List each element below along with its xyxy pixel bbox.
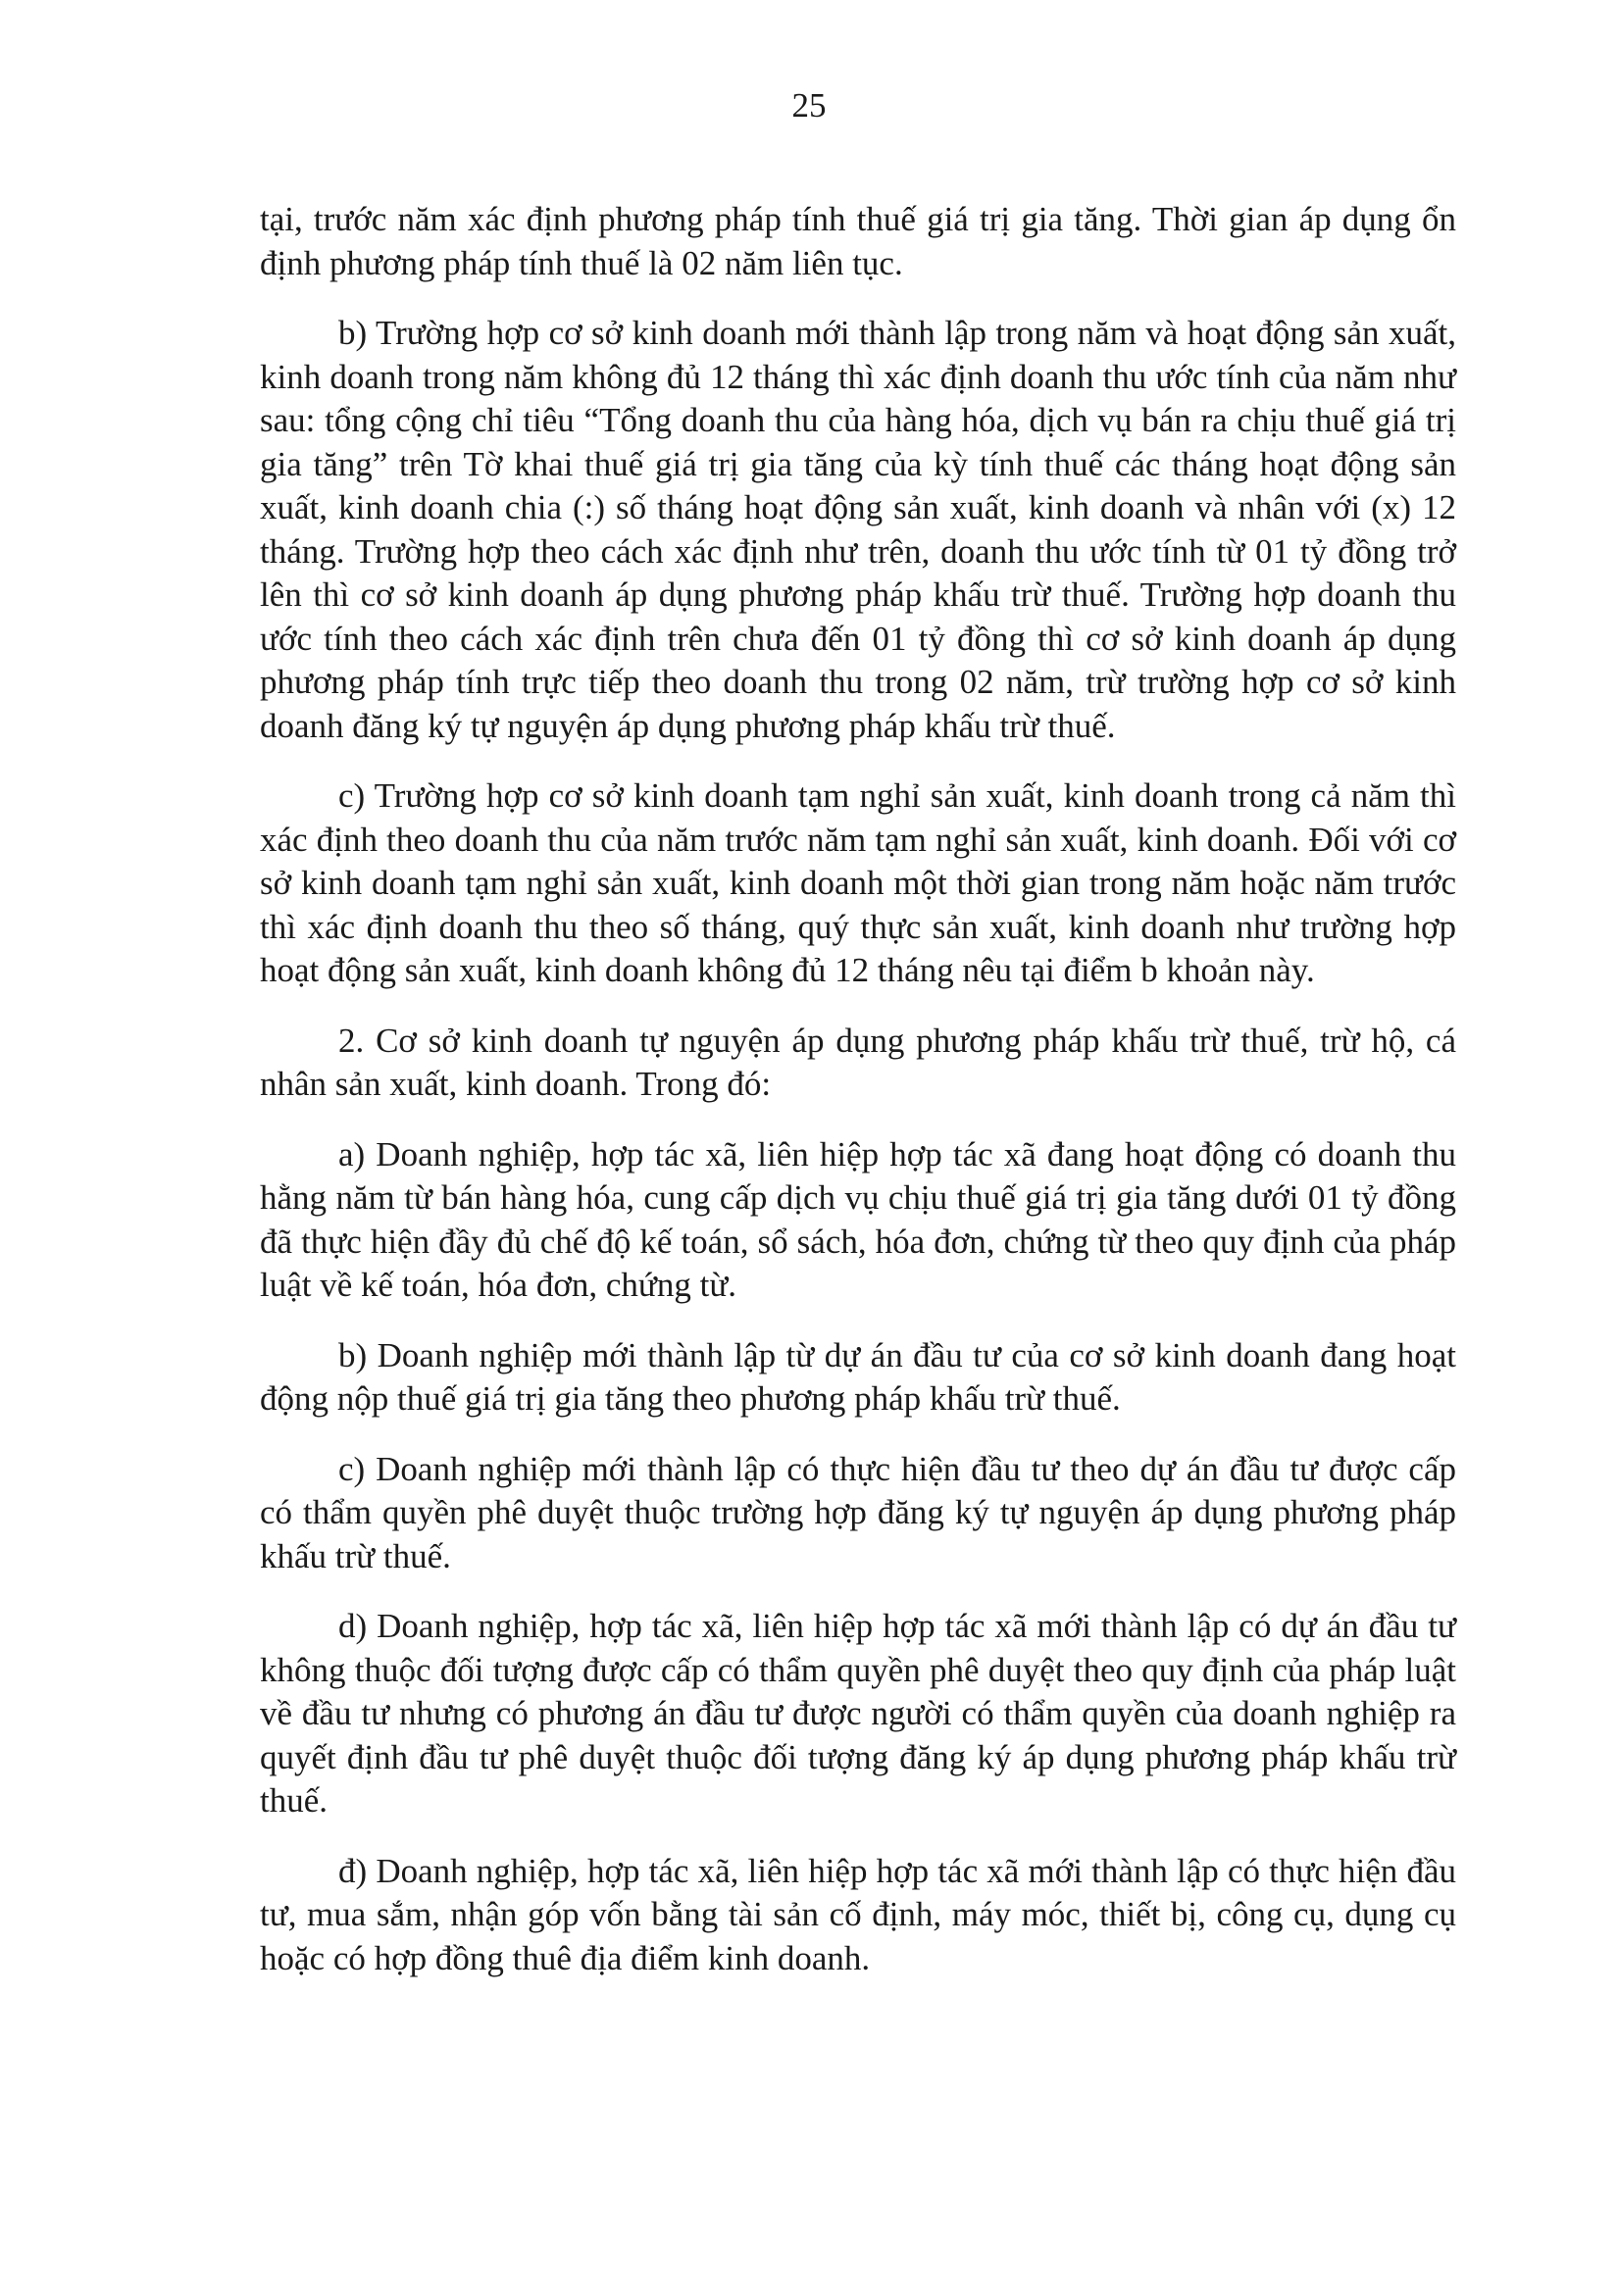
paragraph-clause-2dd: đ) Doanh nghiệp, hợp tác xã, liên hiệp hợp tác xã mới thành lập có thực hiện đầu tư, mua sắm, nhận góp vốn bằng tài sản cố định, máy móc, thiết bị, công cụ, dụng cụ hoặc có hợp đồng thuê địa điểm kinh doanh. [260, 1851, 1456, 1977]
paragraph-clause-2a: a) Doanh nghiệp, hợp tác xã, liên hiệp hợp tác xã đang hoạt động có doanh thu hằng năm từ bán hàng hóa, cung cấp dịch vụ chịu thuế giá trị gia tăng dưới 01 tỷ đồng đã thực hiện đầy đủ chế độ kế toán, sổ sách, hóa đơn, chứng từ theo quy định của pháp luật về kế toán, hóa đơn, chứng từ. [260, 1134, 1456, 1304]
paragraph-clause-1b: b) Trường hợp cơ sở kinh doanh mới thành lập trong năm và hoạt động sản xuất, kinh doanh trong năm không đủ 12 tháng thì xác định doanh thu ước tính của năm như sau: tổng cộng chỉ tiêu “Tổng doanh thu của hàng hóa, dịch vụ bán ra chịu thuế giá trị gia tăng” trên Tờ khai thuế giá trị gia tăng của kỳ tính thuế các tháng hoạt động sản xuất, kinh doanh chia (:) số tháng hoạt động sản xuất, kinh doanh và nhân với (x) 12 tháng. Trường hợp theo cách xác định như trên, doanh thu ước tính từ 01 tỷ đồng trở lên thì cơ sở kinh doanh áp dụng phương pháp khấu trừ thuế. Trường hợp doanh thu ước tính theo cách xác định trên chưa đến 01 tỷ đồng thì cơ sở kinh doanh áp dụng phương pháp tính trực tiếp theo doanh thu trong 02 năm, trừ trường hợp cơ sở kinh doanh đăng ký tự nguyện áp dụng phương pháp khấu trừ thuế. [260, 314, 1456, 745]
paragraph-clause-2: 2. Cơ sở kinh doanh tự nguyện áp dụng phương pháp khấu trừ thuế, trừ hộ, cá nhân sản xuất, kinh doanh. Trong đó: [260, 1021, 1456, 1103]
paragraph-clause-2d: d) Doanh nghiệp, hợp tác xã, liên hiệp hợp tác xã mới thành lập có dự án đầu tư không thuộc đối tượng được cấp có thẩm quyền phê duyệt theo quy định của pháp luật về đầu tư nhưng có phương án đầu tư được người có thẩm quyền của doanh nghiệp ra quyết định đầu tư phê duyệt thuộc đối tượng đăng ký áp dụng phương pháp khấu trừ thuế. [260, 1607, 1456, 1820]
page-number: 25 [791, 86, 827, 125]
paragraph-clause-1c: c) Trường hợp cơ sở kinh doanh tạm nghỉ sản xuất, kinh doanh trong cả năm thì xác định theo doanh thu của năm trước năm tạm nghỉ sản xuất, kinh doanh. Đối với cơ sở kinh doanh tạm nghỉ sản xuất, kinh doanh một thời gian trong năm hoặc năm trước thì xác định doanh thu theo số tháng, quý thực sản xuất, kinh doanh như trường hợp hoạt động sản xuất, kinh doanh không đủ 12 tháng nêu tại điểm b khoản này. [260, 776, 1456, 989]
paragraph-continuation: tại, trước năm xác định phương pháp tính thuế giá trị gia tăng. Thời gian áp dụng ổn định phương pháp tính thuế là 02 năm liên tục. [260, 200, 1456, 282]
paragraph-clause-2c: c) Doanh nghiệp mới thành lập có thực hiện đầu tư theo dự án đầu tư được cấp có thẩm quyền phê duyệt thuộc trường hợp đăng ký tự nguyện áp dụng phương pháp khấu trừ thuế. [260, 1449, 1456, 1575]
paragraph-clause-2b: b) Doanh nghiệp mới thành lập từ dự án đầu tư của cơ sở kinh doanh đang hoạt động nộp thuế giá trị gia tăng theo phương pháp khấu trừ thuế. [260, 1335, 1456, 1418]
document-body [260, 198, 1456, 1980]
